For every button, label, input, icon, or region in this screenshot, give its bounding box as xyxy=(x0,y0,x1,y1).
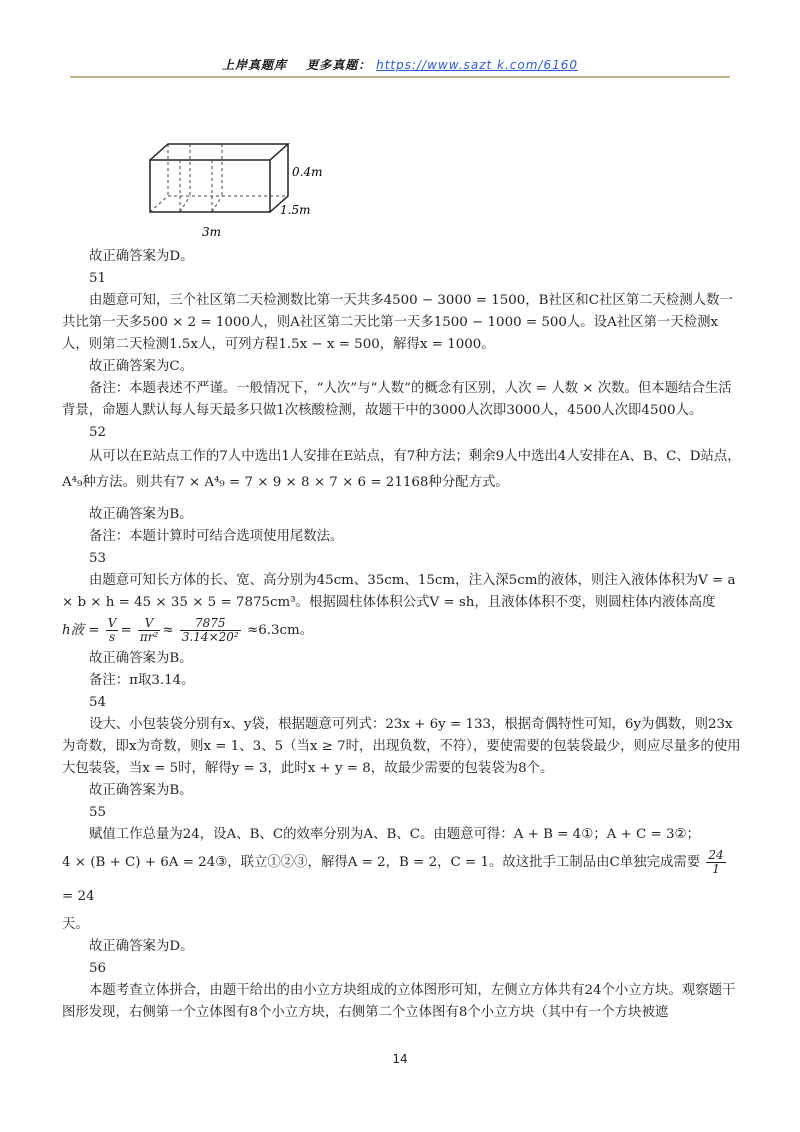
fraction-denominator: πr² xyxy=(139,630,159,644)
page-number: 14 xyxy=(392,1052,408,1066)
answer-line: 故正确答案为D。 xyxy=(89,939,194,954)
formula-result: ≈6.3cm。 xyxy=(246,623,314,638)
answer-content xyxy=(62,246,742,1024)
note-paragraph: 备注：π取3.14。 xyxy=(89,673,195,688)
cuboid-figure xyxy=(140,132,340,242)
length-label: 3m xyxy=(202,225,222,239)
fraction-numerator: V xyxy=(107,616,117,630)
fraction-24-1 xyxy=(706,849,725,876)
explanation-paragraph: 从可以在E站点工作的7人中选出1人安排在E站点，有7种方法；剩余9人中选出4人安排在A、B、C、D站点，A⁴₉种方法。则共有7 × A⁴₉ = 7 × 9 × 8 × 7 × 6 = 21168种分配方式。 xyxy=(62,449,741,490)
fraction-v-pir2 xyxy=(138,617,160,644)
question-number: 56 xyxy=(89,961,107,976)
page-header xyxy=(0,56,800,73)
question-number: 52 xyxy=(89,425,107,440)
explanation-paragraph: 天。 xyxy=(62,917,89,932)
fraction-numerator: 7875 xyxy=(180,617,241,631)
explanation-paragraph: 由题意可知，三个社区第二天检测数比第一天共多4500 − 3000 = 1500，B社区和C社区第二天检测人数一共比第一天多500 × 2 = 1000人，则A社区第二天比第一天多1500 − 1000 = 500人。设A社区第一天检测x人，则第二天检测1.5x人，可列方程1.5x − x = 500，解得x = 1000。 xyxy=(62,293,733,352)
formula-line xyxy=(62,846,742,914)
fraction-v-s xyxy=(106,617,119,644)
height-label: 0.4m xyxy=(292,165,323,179)
formula-text: 4 × (B + C) + 6A = 24③，联立①②③，解得A = 2，B = 2，C = 1。故这批手工制品由C单独完成需要 xyxy=(62,855,701,870)
answer-line: 故正确答案为B。 xyxy=(89,783,193,798)
answer-line: 故正确答案为B。 xyxy=(89,651,193,666)
header-more-label: 更多真题： xyxy=(306,58,372,72)
note-paragraph: 备注：本题计算时可结合选项使用尾数法。 xyxy=(89,529,344,544)
fraction-denominator: s xyxy=(109,630,116,644)
answer-line: 故正确答案为C。 xyxy=(89,359,193,374)
explanation-paragraph: 设大、小包装袋分别有x、y袋，根据题意可列式：23x + 6y = 133，根据奇偶特性可知，6y为偶数，则23x为奇数，即x为奇数，则x = 1、3、5（当x ≥ 7时，出现负数，不符），要使需要的包装袋最少，则应尽量多的使用大包装袋，当x = 5时，解得y = 3，此时x + y = 8，故最少需要的包装袋为8个。 xyxy=(62,717,741,776)
fraction-values xyxy=(180,617,241,644)
header-brand: 上岸真题库 xyxy=(221,58,287,72)
note-paragraph: 备注：本题表述不严谨。一般情况下，“人次”与“人数”的概念有区别，人次 = 人数 × 次数。但本题结合生活背景，命题人默认每人每天最多只做1次核酸检测，故题干中的3000人次即3000人，4500人次即4500人。 xyxy=(62,381,732,418)
formula-h: h液 = xyxy=(62,623,100,638)
explanation-paragraph: 由题意可知长方体的长、宽、高分别为45cm、35cm、15cm，注入深5cm的液体，则注入液体体积为V = a × b × h = 45 × 35 × 5 = 7875cm³。根据圆柱体体积公式V = sh，且液体体积不变，则圆柱体内液体高度 xyxy=(62,573,736,610)
depth-label: 1.5m xyxy=(280,203,311,217)
fraction-numerator: 24 xyxy=(708,848,724,862)
fraction-denominator: 3.14×20² xyxy=(181,630,239,644)
question-number: 55 xyxy=(89,805,107,820)
formula-line: h液 = $\frac{V}{s}$ = $\frac{V}{\text{πr²}}$ ≈ $\frac{7875}{\text{3.14×20²}}$ ≈6.3cm。 xyxy=(62,616,314,644)
question-number: 53 xyxy=(89,551,107,566)
question-number: 54 xyxy=(89,695,107,710)
fraction-numerator: V xyxy=(138,617,160,631)
question-number: 51 xyxy=(89,271,107,286)
explanation-paragraph: 本题考查立体拼合，由题干给出的由小立方块组成的立体图形可知，左侧立方体共有24个小立方块。观察题干图形发现，右侧第一个立体图有8个小立方块，右侧第二个立体图有8个小立方块（其中有一个方块被遮 xyxy=(62,983,736,1020)
formula-result: = 24 xyxy=(62,889,95,904)
answer-line: 故正确答案为D。 xyxy=(89,249,194,264)
header-url-link[interactable]: https://www.sazt k.com/6160 xyxy=(376,58,579,72)
explanation-paragraph: 赋值工作总量为24，设A、B、C的效率分别为A、B、C。由题意可得：A + B = 4①；A + C = 3②； xyxy=(89,827,700,842)
fraction-denominator: 1 xyxy=(712,862,720,876)
cuboid-diagram xyxy=(140,132,340,242)
answer-line: 故正确答案为B。 xyxy=(89,507,193,522)
header-divider xyxy=(70,76,730,78)
